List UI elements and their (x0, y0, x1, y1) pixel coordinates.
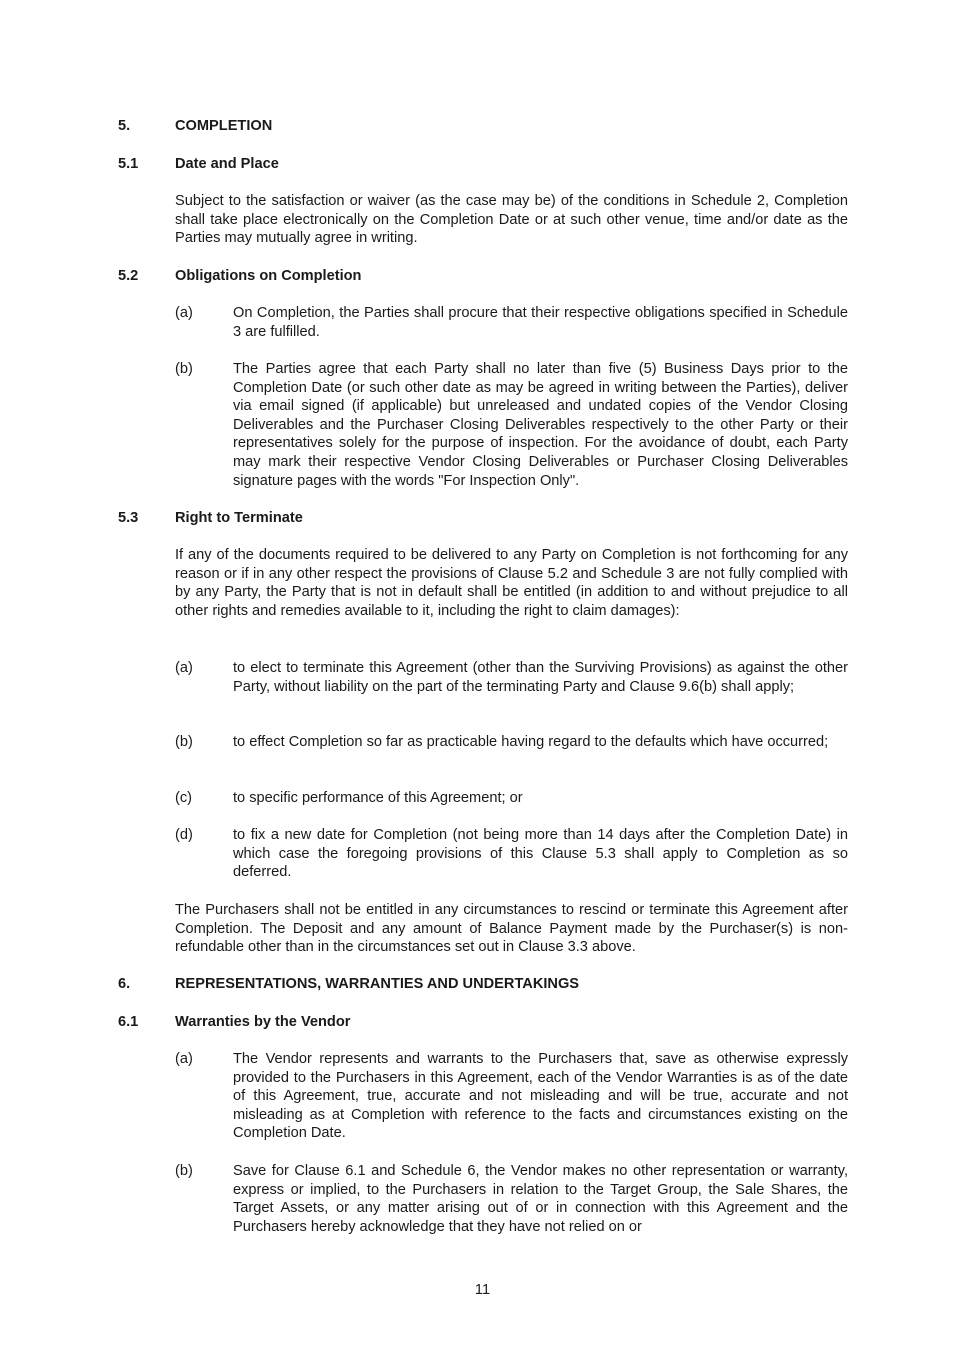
clause-5-3-intro: If any of the documents required to be delivered to any Party on Completion is not forthcoming for any reason or if in any other respect the provisions of Clause 5.2 and Schedule 3 are not fully complied with by any Party, the Party that is not in default shall be entitled (in addition to and without prejudice to all other rights and remedies available to it, including the right to claim damages): (175, 547, 848, 619)
clause-title: Warranties by the Vendor (175, 1014, 351, 1030)
clause-title: Date and Place (175, 156, 279, 172)
section-number: 6. (118, 976, 131, 992)
clause-6-1-item-a (175, 1050, 848, 1143)
clause-5-3-item-d (175, 826, 848, 882)
section-title: REPRESENTATIONS, WARRANTIES AND UNDERTAKINGS (175, 976, 580, 992)
item-text: to specific performance of this Agreement; or (233, 790, 523, 806)
item-text: The Parties agree that each Party shall no later than five (5) Business Days prior to the Completion Date (or such other date as may be agreed in writing between the Parties), deliver via email signed (if applicable) but unreleased and undated copies of the Vendor Closing Deliverables and the Purchaser Closing Deliverables respectively to the other Party or their representatives solely for the purpose of inspection. For the avoidance of doubt, each Party may mark their respective Vendor Closing Deliverables or Purchaser Closing Deliverables signature pages with the words "For Inspection Only". (233, 361, 848, 489)
item-text: to fix a new date for Completion (not being more than 14 days after the Completion Date) in which case the foregoing provisions of this Clause 5.3 shall apply to Completion as so deferred. (233, 827, 848, 881)
clause-5-3-item-b (175, 733, 848, 752)
item-label: (b) (175, 734, 193, 750)
clause-number: 5.2 (118, 268, 139, 284)
clause-number: 5.1 (118, 156, 139, 172)
item-label: (d) (175, 827, 193, 843)
clause-5-3-item-c (175, 789, 848, 808)
clause-5-3-item-a (175, 659, 848, 696)
item-text: On Completion, the Parties shall procure that their respective obligations specified in Schedule 3 are fulfilled. (233, 305, 848, 340)
item-text: The Vendor represents and warrants to the Purchasers that, save as otherwise expressly provided to the Purchasers in this Agreement, each of the Vendor Warranties is as of the date of this Agreement, true, accurate and not misleading and will be true, accurate and not misleading as at Completion with reference to the facts and circumstances existing on the Completion Date. (233, 1051, 848, 1142)
item-text: Save for Clause 6.1 and Schedule 6, the Vendor makes no other representation or warranty, express or implied, to the Purchasers in relation to the Target Group, the Sale Shares, the Target Assets, or any matter arising out of or in connection with this Agreement and the Purchasers hereby acknowledge that they have not relied on or (233, 1163, 848, 1235)
item-label: (c) (175, 790, 193, 806)
section-number: 5. (118, 118, 131, 134)
item-label: (a) (175, 660, 193, 676)
clause-5-3-closing: The Purchasers shall not be entitled in any circumstances to rescind or terminate this Agreement after Completion. The Deposit and any amount of Balance Payment made by the Purchaser(s) is non-refundable other than in the circumstances set out in Clause 3.3 above. (175, 902, 848, 956)
clause-number: 5.3 (118, 510, 139, 526)
item-text: to effect Completion so far as practicable having regard to the defaults which have occurred; (233, 734, 829, 750)
page-number: 11 (474, 1282, 491, 1298)
clause-title: Right to Terminate (175, 510, 303, 526)
item-label: (a) (175, 1051, 193, 1067)
clause-number: 6.1 (118, 1014, 139, 1030)
clause-5-2-item-b (175, 360, 848, 490)
item-text: to elect to terminate this Agreement (other than the Surviving Provisions) as against the other Party, without liability on the part of the terminating Party and Clause 9.6(b) shall apply; (233, 660, 848, 695)
section-title: COMPLETION (175, 118, 273, 134)
item-label: (a) (175, 305, 193, 321)
clause-5-2-item-a (175, 304, 848, 341)
clause-5-1-body: Subject to the satisfaction or waiver (as the case may be) of the conditions in Schedule 2, Completion shall take place electronically on the Completion Date or at such other venue, time and/or date as the Parties may mutually agree in writing. (175, 193, 848, 247)
item-label: (b) (175, 1163, 193, 1179)
clause-title: Obligations on Completion (175, 268, 362, 284)
clause-6-1-item-b (175, 1162, 848, 1236)
item-label: (b) (175, 361, 193, 377)
